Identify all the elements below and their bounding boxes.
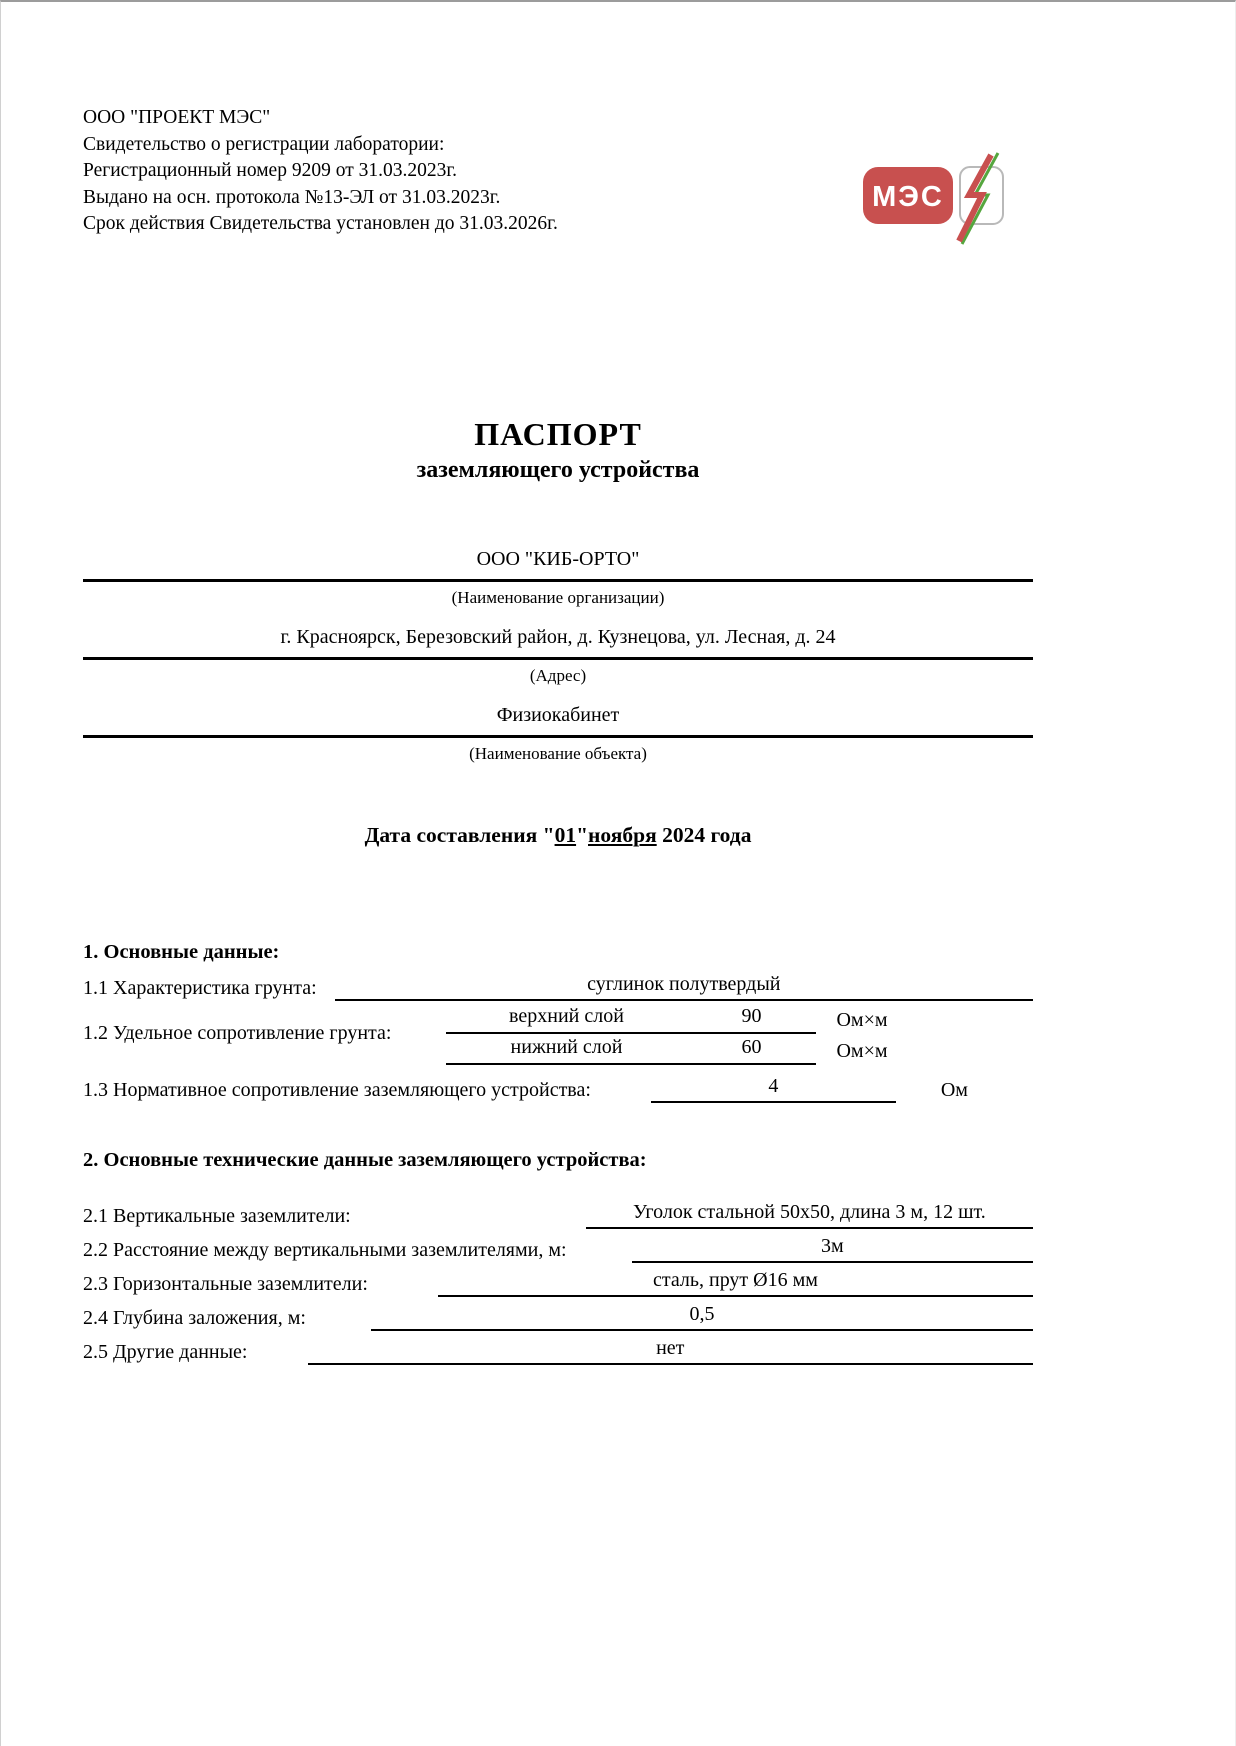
section-1-heading: 1. Основные данные: [83, 940, 280, 963]
date-prefix: Дата составления " [364, 822, 555, 847]
vertical-electrodes-value: Уголок стальной 50х50, длина 3 м, 12 шт. [586, 1199, 1033, 1229]
soil-characteristic-value: суглинок полутвердый [335, 971, 1033, 1001]
upper-layer-unit: Ом×м [836, 1008, 888, 1031]
lower-layer-value: 60 [741, 1035, 762, 1058]
logo-text: МЭС [872, 181, 944, 213]
lower-layer-line [446, 1034, 816, 1065]
date-month: ноября [588, 822, 657, 847]
upper-layer-value: 90 [741, 1004, 762, 1027]
date-close-quote: " [576, 822, 588, 847]
address-caption: (Адрес) [529, 665, 587, 685]
electrode-spacing-value: 3м [632, 1233, 1033, 1263]
object-caption: (Наименование объекта) [469, 743, 647, 763]
header-line-validity: Срок действия Свидетельства установлен до 31.03.2026г. [83, 213, 558, 234]
section-2-rows [83, 1199, 1033, 1365]
row-horizontal-electrodes [83, 1267, 1033, 1297]
row-vertical-electrodes [83, 1199, 1033, 1229]
soil-resistivity-values [446, 1003, 887, 1065]
row-normative-resistance [83, 1073, 1033, 1103]
upper-layer-name: верхний слой [509, 1004, 624, 1027]
lower-layer-unit: Ом×м [836, 1039, 888, 1062]
row-burial-depth [83, 1301, 1033, 1331]
organization-name: ООО "КИБ-ОРТО" [83, 546, 1033, 582]
header-line-protocol: Выдано на осн. протокола №13-ЭЛ от 31.03.2023г. [83, 186, 501, 208]
address-field [83, 624, 1033, 687]
normative-resistance-label: 1.3 Нормативное сопротивление заземляющего устройства: [83, 1078, 591, 1101]
upper-layer-line [446, 1003, 816, 1034]
row-soil-characteristic [83, 971, 1033, 1001]
header-line-reg-number: Регистрационный номер 9209 от 31.03.2023г. [83, 160, 458, 181]
normative-resistance-unit: Ом [940, 1078, 968, 1101]
organization-field [83, 546, 1033, 609]
date-line [83, 821, 1033, 849]
other-data-value: нет [308, 1335, 1034, 1365]
document-content [83, 2, 1033, 1365]
date-suffix: 2024 года [656, 822, 752, 847]
row-other-data [83, 1335, 1033, 1365]
horizontal-electrodes-label: 2.3 Горизонтальные заземлители: [83, 1272, 368, 1295]
lower-layer-row [446, 1034, 887, 1065]
object-field [83, 702, 1033, 765]
section-2-heading: 2. Основные технические данные заземляющего устройства: [83, 1148, 647, 1171]
header-line-company: ООО "ПРОЕКТ МЭС" [83, 107, 271, 128]
vertical-electrodes-label: 2.1 Вертикальные заземлители: [83, 1204, 351, 1227]
date-day: 01 [554, 822, 577, 847]
electrode-spacing-label: 2.2 Расстояние между вертикальными заземлителями, м: [83, 1238, 567, 1261]
horizontal-electrodes-value: сталь, прут Ø16 мм [438, 1267, 1033, 1297]
other-data-label: 2.5 Другие данные: [83, 1340, 248, 1363]
page-title: ПАСПОРТ [474, 415, 642, 452]
soil-resistivity-label: 1.2 Удельное сопротивление грунта: [83, 1022, 392, 1044]
row-electrode-spacing [83, 1233, 1033, 1263]
upper-layer-row [446, 1003, 887, 1034]
organization-caption: (Наименование организации) [451, 587, 665, 607]
header-line-certificate: Свидетельство о регистрации лаборатории: [83, 133, 445, 155]
burial-depth-value: 0,5 [371, 1301, 1033, 1331]
object-name: Физиокабинет [83, 702, 1033, 738]
lower-layer-name: нижний слой [510, 1035, 623, 1058]
burial-depth-label: 2.4 Глубина заложения, м: [83, 1306, 306, 1329]
soil-characteristic-label: 1.1 Характеристика грунта: [83, 976, 317, 999]
row-soil-resistivity [83, 1003, 1033, 1065]
normative-resistance-value: 4 [651, 1073, 896, 1103]
lab-certificate-header [83, 2, 1033, 238]
address-value: г. Красноярск, Березовский район, д. Кузнецова, ул. Лесная, д. 24 [83, 624, 1033, 660]
page-subtitle: заземляющего устройства [416, 456, 700, 483]
